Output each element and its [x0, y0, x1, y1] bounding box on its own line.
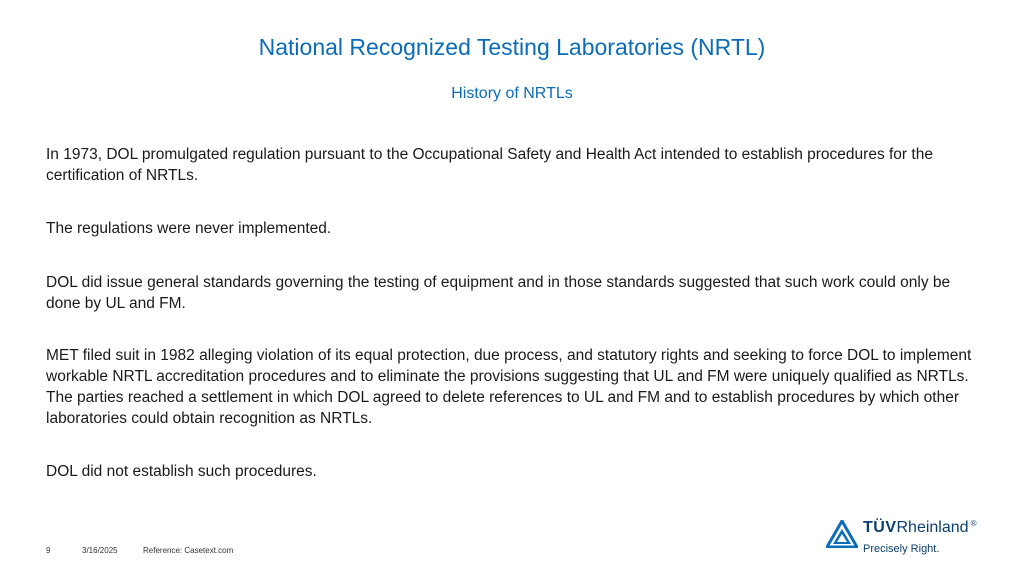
registered-mark: ® — [970, 519, 977, 528]
brand-tagline: Precisely Right. — [863, 543, 940, 555]
paragraph-no-procedures: DOL did not establish such procedures. — [46, 463, 317, 480]
slide-title: National Recognized Testing Laboratories (NRTL) — [258, 34, 766, 60]
slide-subtitle: History of NRTLs — [451, 85, 573, 102]
brand-tuv: TÜV — [863, 519, 897, 536]
tuv-triangle-logo-icon — [826, 520, 858, 548]
paragraph-general-standards: DOL did issue general standards governing the testing of equipment and in those standards suggested that such work could only be done by UL and FM. — [46, 274, 951, 312]
footer-reference: Reference: Casetext.com — [143, 546, 234, 555]
brand-name — [863, 519, 976, 537]
tuv-rheinland-logo — [826, 519, 986, 559]
brand-rheinland: Rheinland — [896, 519, 969, 536]
paragraph-never-implemented: The regulations were never implemented. — [46, 220, 332, 237]
footer-date: 3/16/2025 — [82, 546, 118, 555]
paragraph-met-lawsuit: MET filed suit in 1982 alleging violation of its equal protection, due process, and statutory rights and seeking to force DOL to implement workable NRTL accreditation procedures and to eliminate the provisions suggesting that UL and FM were uniquely qualified as NRTLs. The parties reached a settlement in which DOL agreed to delete references to UL and FM and to establish procedures by which other laboratories could obtain recognition as NRTLs. — [46, 347, 972, 427]
footer-page-number: 9 — [46, 546, 51, 555]
paragraph-1973-regulation: In 1973, DOL promulgated regulation pursuant to the Occupational Safety and Health Act intended to establish procedures for the certification of NRTLs. — [46, 146, 933, 184]
